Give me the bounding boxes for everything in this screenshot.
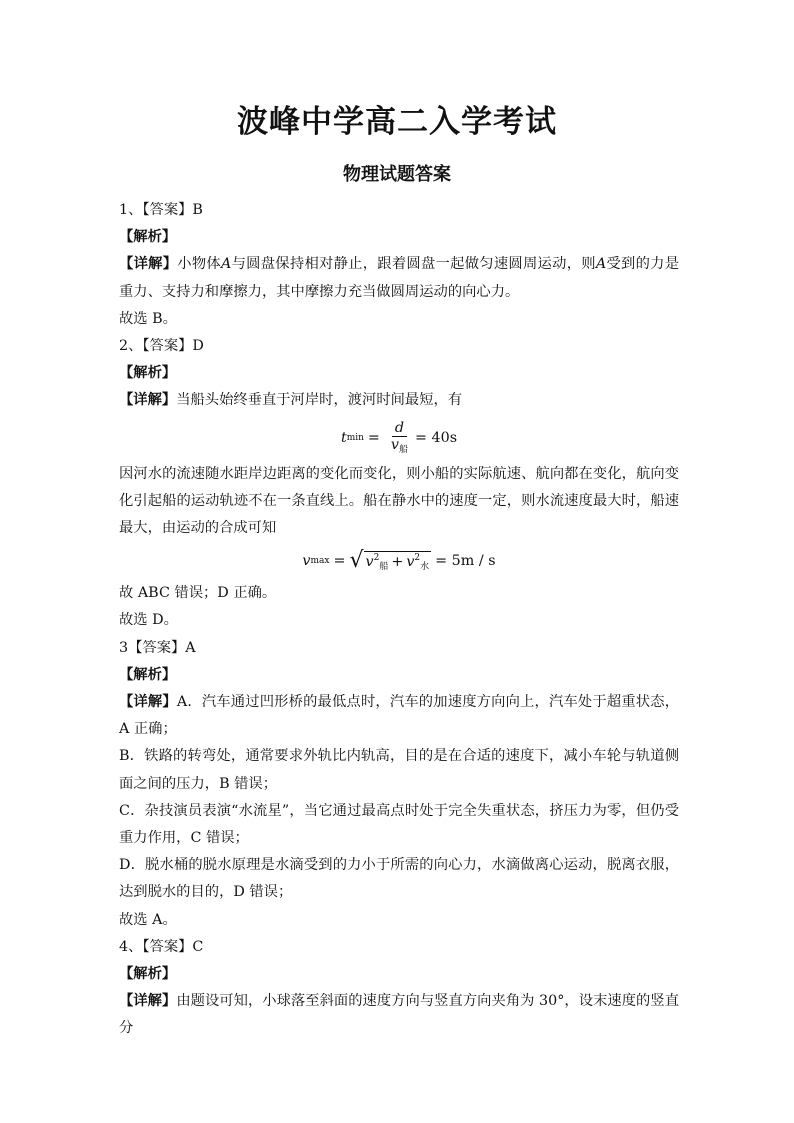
q3-option-b: B．铁路的转弯处，通常要求外轨比内轨高，目的是在合适的速度下，减小车轮与轨道侧面之间的压力，B 错误； [119, 748, 679, 792]
q2-detail-tag: 【详解】 [119, 392, 177, 409]
formula2-term2-sup: 2 [414, 553, 421, 564]
q1-var-a: A [221, 256, 232, 273]
formula1-lhs: t [340, 429, 347, 446]
formula2-term2: v [406, 554, 415, 571]
q3-conclusion: 故选 A。 [119, 911, 177, 928]
q2-analysis-heading: 【解析】 [119, 365, 177, 382]
q4-detail-tag: 【详解】 [119, 993, 177, 1010]
formula2-term1-sub: 船 [379, 562, 389, 573]
formula1-eq: = [367, 429, 380, 446]
q1-detail [119, 251, 679, 305]
page-title: 波峰中学高二入学考试 [237, 104, 557, 140]
q4-detail-text: 由题设可知，小球落至斜面的速度方向与竖直方向夹角为 30°，设末速度的竖直分 [119, 993, 679, 1037]
formula1-denominator [388, 437, 411, 455]
formula1-den-var: v [390, 437, 399, 454]
q2-conclusion: 故选 D。 [119, 612, 178, 629]
q4-analysis-heading: 【解析】 [119, 966, 177, 983]
q2-formula-time [119, 415, 679, 461]
formula2-radicand [364, 551, 432, 572]
q2-detail-2: 因河水的流速随水距岸边距离的变化而变化，则小船的实际航速、航向都在变化，航向变化引起船的运动轨迹不在一条直线上。船在静水中的速度一定，则水流速度最大时，船速最大，由运动的合成可知 [119, 465, 679, 537]
q3-option-c: C．杂技演员表演“水流星”，当它通过最高点时处于完全失重状态，挤压力为零，但仍受重力作用，C 错误； [119, 802, 679, 847]
q3-option-d: D．脱水桶的脱水原理是水滴受到的力小于所需的向心力，水滴做离心运动，脱离衣服，达到脱水的目的，D 错误； [119, 857, 679, 901]
q2-detail [119, 387, 679, 414]
q3-option-a [119, 689, 679, 743]
formula1-den-sub: 船 [398, 445, 408, 456]
page-subtitle: 物理试题答案 [343, 164, 451, 185]
q2-answer: 2、【答案】D [119, 338, 204, 355]
formula2-plus: + [391, 554, 404, 571]
formula2-term1: v [365, 554, 374, 571]
formula2-lhs: v [302, 553, 311, 570]
formula2-eq: = [333, 553, 346, 570]
q1-detail-tag: 【详解】 [119, 256, 178, 273]
formula1-lhs-sub: min [346, 432, 364, 443]
q1-detail-text-1: 小物体 [177, 256, 221, 273]
q1-var-a-2: A [595, 256, 607, 273]
q2-formula-velocity [119, 542, 679, 580]
answer-content [119, 197, 679, 1043]
formula2-term1-sup: 2 [373, 553, 380, 564]
formula1-fraction [388, 420, 411, 455]
sqrt-sign-icon: √ [349, 548, 364, 574]
q1-conclusion: 故选 B。 [119, 310, 177, 327]
q3-analysis-heading: 【解析】 [119, 666, 177, 683]
q3-detail-tag: 【详解】 [119, 694, 177, 711]
q2-abc-line: 故 ABC 错误；D 正确。 [119, 585, 277, 602]
formula2-lhs-sub: max [310, 556, 330, 567]
formula1-rhs: = 40s [414, 429, 458, 446]
q2-detail-text-1: 当船头始终垂直于河岸时，渡河时间最短，有 [176, 392, 463, 409]
formula2-rhs: = 5m / s [435, 553, 496, 570]
formula1-numerator: d [392, 420, 407, 437]
q1-detail-text-2: 与圆盘保持相对静止，跟着圆盘一起做匀速圆周运动，则 [231, 256, 596, 273]
q4-answer: 4、【答案】C [119, 938, 204, 955]
q4-detail [119, 988, 679, 1042]
q1-answer: 1、【答案】B [119, 202, 203, 218]
formula2-term2-sub: 水 [420, 562, 430, 573]
q1-detail-text-3: 受到的力是重力、支持力和摩擦力，其中摩擦力充当做圆周运动的向心力。 [119, 256, 680, 300]
q1-analysis-heading: 【解析】 [119, 229, 177, 246]
formula2-sqrt [349, 550, 431, 572]
q3-answer: 3【答案】A [119, 639, 196, 656]
q3-option-a-text: A．汽车通过凹形桥的最低点时，汽车的加速度方向向上，汽车处于超重状态，A 正确； [119, 694, 680, 738]
